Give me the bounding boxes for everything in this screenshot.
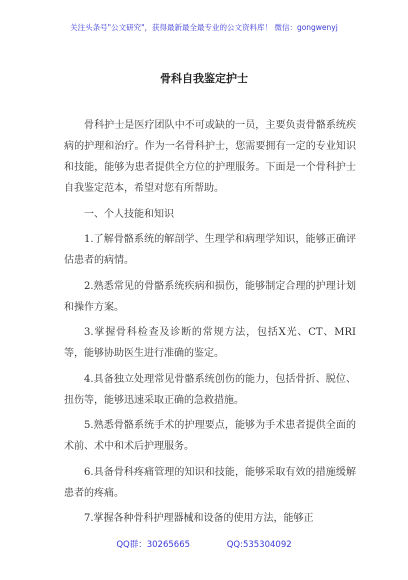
- footer-qq-contact: QQ:535304092: [226, 540, 292, 550]
- page-header-banner: 关注头条号"公文研究"，获得最新最全最专业的公文资料库！ 微信：gongwenyj: [70, 23, 338, 32]
- document-title: 骨科自我鉴定护士: [160, 72, 248, 85]
- list-item: 4.具备独立处理常见骨骼系统创伤的能力，包括骨折、脱位、扭伤等，能够迅速采取正确的急救措施。: [64, 373, 356, 406]
- list-item: 6.具备骨科疼痛管理的知识和技能，能够采取有效的措施缓解患者的疼痛。: [64, 466, 356, 499]
- list-item: 2.熟悉常见的骨骼系统疾病和损伤，能够制定合理的护理计划和操作方案。: [64, 280, 356, 313]
- footer-qq-group: QQ群：30265665: [116, 540, 191, 550]
- list-item: 5.熟悉骨骼系统手术的护理要点，能够为手术患者提供全面的术前、术中和术后护理服务。: [64, 420, 356, 452]
- page-footer: [0, 538, 408, 550]
- intro-paragraph: 骨科护士是医疗团队中不可或缺的一员，主要负责骨骼系统疾病的护理和治疗。作为一名骨科护士，您需要拥有一定的专业知识和技能，能够为患者提供全方位的护理服务。下面是一个骨科护士自我鉴定范本，希望对您有所帮助。: [64, 120, 356, 194]
- list-item: 7.掌握各种骨科护理器械和设备的使用方法，能够正: [84, 513, 314, 524]
- list-item: 3.掌握骨科检查及诊断的常规方法，包括X光、CT、MRI等，能够协助医生进行准确的鉴定。: [64, 327, 356, 359]
- list-item: 1.了解骨骼系统的解剖学、生理学和病理学知识，能够正确评估患者的病情。: [64, 234, 356, 266]
- document-body: [64, 115, 356, 529]
- section-heading-skills: 一、个人技能和知识: [84, 208, 174, 220]
